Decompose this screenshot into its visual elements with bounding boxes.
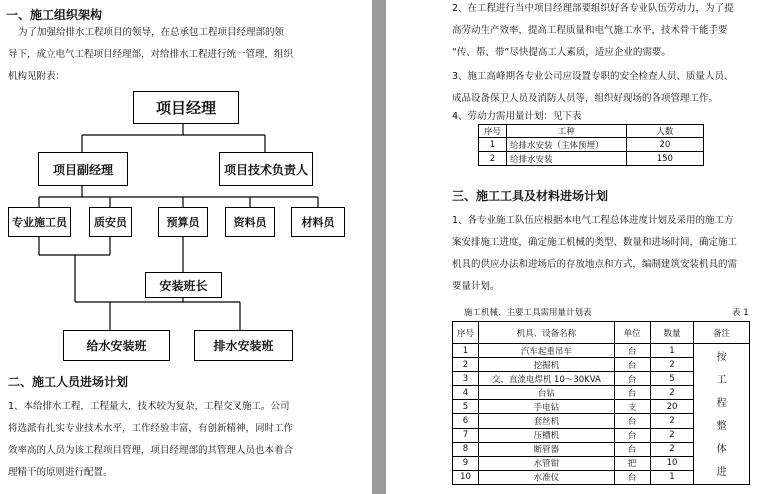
- labor-header: 人数: [626, 125, 703, 138]
- tools-cell: 台: [614, 344, 650, 358]
- tools-cell: 1: [650, 344, 694, 358]
- remark-char: 按: [716, 352, 727, 363]
- remark-char: 工: [716, 375, 727, 386]
- tools-cell: 台: [614, 372, 650, 386]
- tools-header: 单位: [614, 322, 650, 344]
- tools-cell: 水准仪: [478, 470, 614, 484]
- org-node-role: 资料员: [225, 207, 275, 237]
- org-node-project-manager: 项目经理: [133, 91, 239, 124]
- tools-cell: 台: [614, 386, 650, 400]
- paragraph-line: 3、施工高峰期各专业公司应设置专职的安全检查人员、质量人员、: [452, 71, 734, 82]
- remark-char: 整: [716, 421, 727, 432]
- paragraph-line: 理精干的原则进行配置。: [8, 467, 113, 478]
- tools-cell: 2: [650, 358, 694, 372]
- remark-char: 进: [716, 467, 727, 478]
- tools-cell: 汽车起重吊车: [478, 344, 614, 358]
- org-node-role: 预算员: [158, 207, 208, 237]
- section-heading: 三、施工工具及材料进场计划: [452, 189, 609, 203]
- paragraph-line: 为了加强给排水工程项目的领导，在总承包工程项目经理部的领: [18, 27, 285, 38]
- tools-cell: 8: [453, 442, 479, 456]
- tools-cell: 6: [453, 414, 479, 428]
- paragraph-line: 导下，成立电气工程项目经理部，对给排水工程进行统一管理，组织: [8, 49, 294, 60]
- section-heading: 二、施工人员进场计划: [8, 375, 129, 389]
- document-page-left: [0, 0, 372, 494]
- tools-header: 序号: [453, 322, 479, 344]
- tools-cell: 台: [614, 470, 650, 484]
- tools-cell: 台: [614, 428, 650, 442]
- table-row: [453, 344, 750, 358]
- labor-cell: 1: [479, 138, 507, 152]
- paragraph-line: 成品设备保卫人员及消防人员等，组织好现场的各项管理工作。: [452, 93, 719, 104]
- tools-cell: 交、直流电焊机 10～30KVA: [478, 372, 614, 386]
- tools-cell: 2: [650, 428, 694, 442]
- tools-cell: 5: [453, 400, 479, 414]
- labor-cell: 给排水安装: [506, 152, 626, 166]
- tools-cell: 5: [650, 372, 694, 386]
- paragraph-line: “传、帮、带”尽快提高工人素质，适应企业的需要。: [452, 47, 671, 58]
- paragraph-line: 将选派有扎实专业技术水平，工作经验丰富，有创新精神，同时工作: [8, 423, 294, 434]
- table-caption: 施工机械、主要工具需用量计划表: [464, 308, 592, 318]
- tools-cell: 台: [614, 358, 650, 372]
- org-node-role: 专业施工员: [8, 207, 71, 237]
- document-page-right: [386, 0, 760, 494]
- paragraph-line: 效率高的人员为该工程项目管理，项目经理部的其管理人员也本着合: [8, 445, 294, 456]
- tools-cell: 1: [650, 470, 694, 484]
- labor-cell: 给排水安装（主体预埋）: [506, 138, 626, 152]
- tools-cell: 2: [650, 386, 694, 400]
- tools-cell: 2: [650, 442, 694, 456]
- tools-cell: 1: [453, 344, 479, 358]
- tools-cell: 7: [453, 428, 479, 442]
- paragraph-line: 2、在工程进行当中项目经理部要组织好各专业队伍劳动力，为了提: [452, 3, 734, 14]
- labor-header: 工种: [506, 125, 626, 138]
- tools-cell: 2: [650, 414, 694, 428]
- labor-table: [478, 124, 704, 166]
- org-node-technical-lead: 项目技术负责人: [219, 152, 313, 186]
- tools-table: [452, 321, 750, 485]
- labor-cell: 150: [626, 152, 703, 166]
- remark-char: 体: [716, 444, 727, 455]
- tools-cell: 把: [614, 456, 650, 470]
- org-node-drainage-team: 排水安装班: [194, 330, 293, 361]
- org-node-water-supply-team: 给水安装班: [63, 330, 170, 361]
- paragraph-line: 机具的供应办法和进场后的存放地点和方式，编制建筑安装机具的需: [452, 259, 738, 270]
- tools-cell: 压槽机: [478, 428, 614, 442]
- org-node-install-lead: 安装班长: [145, 272, 222, 298]
- tools-header: 数量: [650, 322, 694, 344]
- tools-cell: 台: [614, 414, 650, 428]
- section-heading: 一、施工组织架构: [6, 8, 103, 22]
- tools-cell: 20: [650, 400, 694, 414]
- org-node-role: 材料员: [291, 207, 345, 237]
- tools-cell: 套丝机: [478, 414, 614, 428]
- tools-cell: 水管钳: [478, 456, 614, 470]
- tools-cell: 挖掘机: [478, 358, 614, 372]
- tools-cell: 台: [614, 442, 650, 456]
- labor-cell: 2: [479, 152, 507, 166]
- tools-header: 机具、设备名称: [478, 322, 614, 344]
- paragraph-line: 机构见附表：: [8, 71, 66, 82]
- paragraph-line: 1、本给排水工程，工程量大，技术较为复杂，工程交叉施工。公司: [8, 401, 290, 412]
- tools-cell: 10: [453, 470, 479, 484]
- paragraph-line: 高劳动生产效率，提高工程质量和电气施工水平，技术骨干能手要: [452, 25, 728, 36]
- tools-cell: 支: [614, 400, 650, 414]
- labor-header: 序号: [479, 125, 507, 138]
- remark-char: 程: [716, 398, 727, 409]
- paragraph-line: 案安排施工进度，确定施工机械的类型、数量和进场时间，确定施工: [452, 237, 738, 248]
- tools-cell: 手电钻: [478, 400, 614, 414]
- tools-header: 备注: [694, 322, 750, 344]
- table-title: 4、劳动力需用量计划：见下表: [452, 111, 582, 122]
- table-number: 表 1: [732, 308, 749, 318]
- tools-cell: 台钻: [478, 386, 614, 400]
- tools-cell: 断管器: [478, 442, 614, 456]
- tools-cell: 9: [453, 456, 479, 470]
- paragraph-line: 要量计划。: [452, 281, 500, 292]
- org-node-deputy-manager: 项目副经理: [38, 152, 128, 186]
- paragraph-line: 1、各专业施工队伍应根据本电气工程总体进度计划及采用的施工方: [452, 215, 734, 226]
- tools-cell: 4: [453, 386, 479, 400]
- tools-remark-cell: [694, 344, 750, 485]
- tools-cell: 2: [453, 358, 479, 372]
- tools-cell: 10: [650, 456, 694, 470]
- tools-cell: 3: [453, 372, 479, 386]
- labor-cell: 20: [626, 138, 703, 152]
- org-node-role: 质安员: [89, 207, 132, 237]
